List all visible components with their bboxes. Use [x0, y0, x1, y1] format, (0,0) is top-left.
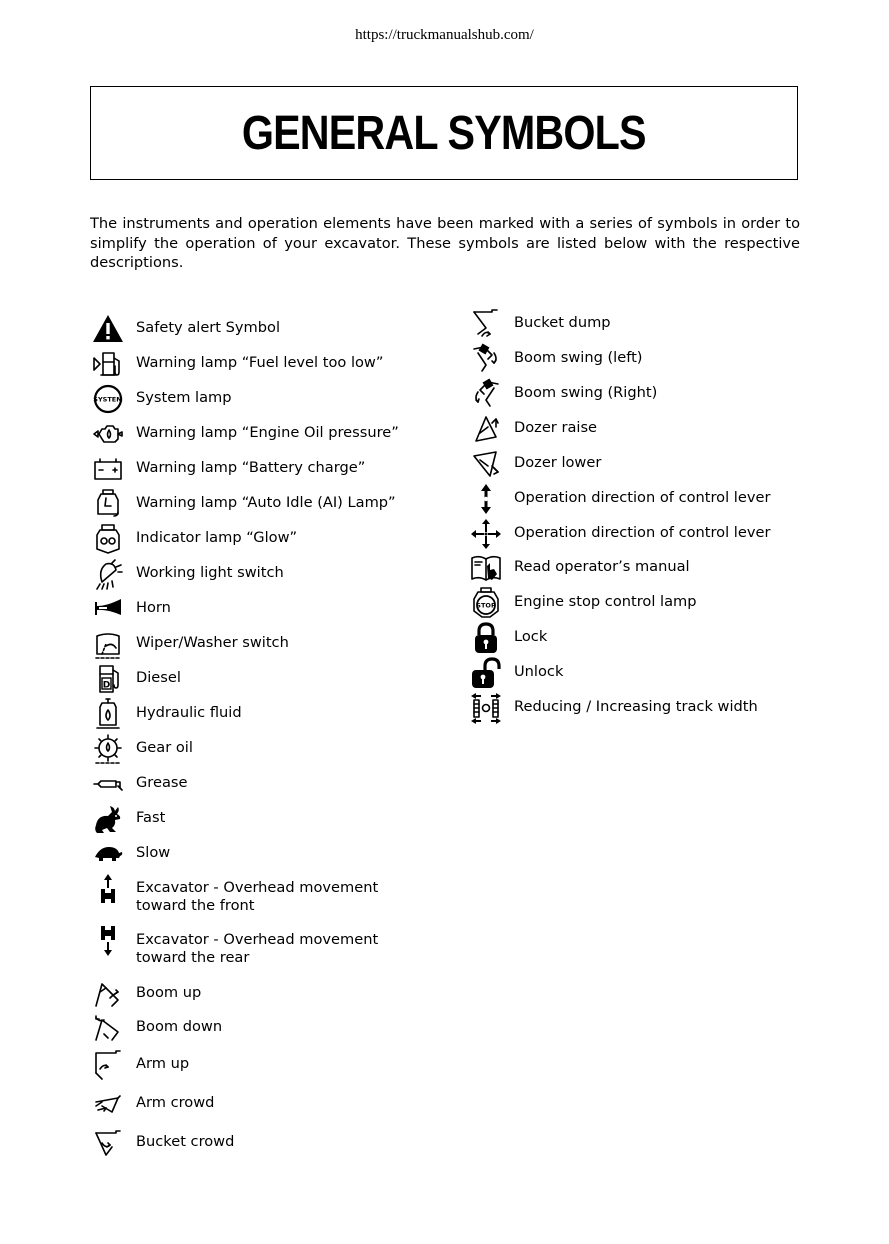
- symbol-label: Working light switch: [136, 564, 284, 581]
- symbol-item: [468, 551, 834, 585]
- symbol-label: Indicator lamp “Glow”: [136, 529, 298, 546]
- symbol-label: Diesel: [136, 669, 181, 686]
- symbol-label: Grease: [136, 774, 188, 791]
- arm-up-icon: [90, 1048, 126, 1082]
- boom-swing-right-icon: [468, 377, 504, 411]
- track-width-icon: [468, 691, 504, 725]
- symbol-item: [90, 312, 426, 346]
- page-title: GENERAL SYMBOLS: [242, 106, 646, 160]
- symbol-label: Dozer raise: [514, 419, 598, 436]
- symbol-item: [90, 924, 426, 967]
- symbol-item: [90, 1011, 426, 1045]
- hydraulic-fluid-icon: [90, 697, 126, 731]
- bucket-dump-icon: [468, 307, 504, 341]
- symbol-item: [468, 342, 834, 376]
- battery-icon: [90, 452, 126, 486]
- symbol-label: Warning lamp “Auto Idle (AI) Lamp”: [136, 494, 396, 511]
- symbol-label: Horn: [136, 599, 171, 616]
- symbol-item: [468, 412, 834, 446]
- symbol-item: [90, 417, 426, 451]
- symbol-label: Lock: [514, 628, 548, 645]
- symbol-label: System lamp: [136, 389, 232, 406]
- symbol-item: [468, 377, 834, 411]
- symbol-item: [90, 487, 426, 521]
- symbol-item: [90, 1087, 426, 1121]
- four-way-arrow-icon: [468, 517, 504, 551]
- page-url: https://truckmanualshub.com/: [355, 27, 534, 43]
- symbol-label: Engine stop control lamp: [514, 593, 697, 610]
- symbol-label: Operation direction of control lever: [514, 524, 771, 541]
- symbol-item: [468, 307, 834, 341]
- horn-icon: [90, 592, 126, 626]
- symbol-label: Wiper/Washer switch: [136, 634, 289, 651]
- symbol-label: Excavator - Overhead movement toward the front: [136, 879, 379, 914]
- turtle-icon: [90, 837, 126, 871]
- dozer-raise-icon: [468, 412, 504, 446]
- symbol-label: Excavator - Overhead movement toward the rear: [136, 931, 379, 966]
- symbol-label: Warning lamp “Fuel level too low”: [136, 354, 384, 371]
- lock-icon: [468, 621, 504, 655]
- symbol-item: [468, 517, 834, 551]
- two-way-arrow-icon: [468, 482, 504, 516]
- symbol-label: Read operator’s manual: [514, 558, 690, 575]
- symbol-item: [90, 662, 426, 696]
- symbol-label: Slow: [136, 844, 171, 861]
- gear-oil-icon: [90, 732, 126, 766]
- boom-up-icon: [90, 977, 126, 1011]
- symbol-label: Operation direction of control lever: [514, 489, 771, 506]
- symbol-item: [90, 382, 426, 416]
- intro-paragraph: The instruments and operation elements have been marked with a series of symbols in order to simplify the operation of your excavator. These symbols are listed below with the respective descriptions.: [90, 215, 800, 271]
- unlock-icon: [468, 656, 504, 690]
- symbol-label: Safety alert Symbol: [136, 319, 281, 336]
- fuel-warning-icon: [90, 347, 126, 381]
- symbol-item: [90, 732, 426, 766]
- glow-icon: [90, 522, 126, 556]
- arm-crowd-icon: [90, 1087, 126, 1121]
- symbol-label: Arm up: [136, 1055, 190, 1072]
- symbol-label: Boom up: [136, 984, 202, 1001]
- oil-pressure-icon: [90, 417, 126, 451]
- symbol-item: [90, 522, 426, 556]
- wiper-icon: [90, 627, 126, 661]
- grease-icon: [90, 767, 126, 801]
- symbol-item: [468, 621, 834, 655]
- symbol-label: Warning lamp “Engine Oil pressure”: [136, 424, 399, 441]
- symbol-item: [90, 592, 426, 626]
- symbol-label: Hydraulic fluid: [136, 704, 242, 721]
- symbol-item: [90, 627, 426, 661]
- safety-alert-icon: [90, 312, 126, 346]
- svg-text:D: D: [102, 680, 111, 691]
- symbol-item: [90, 557, 426, 591]
- symbol-item: [90, 452, 426, 486]
- symbol-label: Boom swing (Right): [514, 384, 658, 401]
- symbol-item: [90, 802, 426, 836]
- symbol-item: [468, 656, 834, 690]
- symbol-item: [468, 586, 834, 620]
- symbol-item: [90, 872, 426, 915]
- travel-front-icon: [90, 872, 126, 906]
- symbol-label: Boom down: [136, 1018, 223, 1035]
- rabbit-icon: [90, 802, 126, 836]
- symbol-label: Boom swing (left): [514, 349, 643, 366]
- symbol-label: Bucket dump: [514, 314, 611, 331]
- svg-text:STOP: STOP: [476, 601, 496, 610]
- manual-book-icon: [468, 551, 504, 585]
- symbol-label: Gear oil: [136, 739, 193, 756]
- system-lamp-icon: [90, 382, 126, 416]
- symbol-label: Arm crowd: [136, 1094, 215, 1111]
- boom-down-icon: [90, 1011, 126, 1045]
- symbol-item: [90, 837, 426, 871]
- symbol-item: [90, 697, 426, 731]
- dozer-lower-icon: [468, 447, 504, 481]
- symbol-label: Reducing / Increasing track width: [514, 698, 758, 715]
- symbol-label: Unlock: [514, 663, 564, 680]
- engine-stop-icon: [468, 586, 504, 620]
- symbol-label: Fast: [136, 809, 166, 826]
- diesel-icon: [90, 662, 126, 696]
- boom-swing-left-icon: [468, 342, 504, 376]
- svg-text:SYSTEM: SYSTEM: [93, 395, 123, 404]
- symbol-item: [90, 347, 426, 381]
- symbol-label: Warning lamp “Battery charge”: [136, 459, 366, 476]
- symbol-item: [90, 767, 426, 801]
- symbol-label: Dozer lower: [514, 454, 602, 471]
- symbol-item: [468, 691, 834, 725]
- travel-rear-icon: [90, 924, 126, 958]
- working-light-icon: [90, 557, 126, 591]
- symbol-item: [468, 447, 834, 481]
- bucket-crowd-icon: [90, 1126, 126, 1160]
- symbol-item: [90, 1048, 426, 1082]
- auto-idle-icon: [90, 487, 126, 521]
- symbol-item: [468, 482, 834, 516]
- symbol-item: [90, 977, 426, 1011]
- title-box: [90, 86, 798, 180]
- symbol-item: [90, 1126, 426, 1160]
- symbol-label: Bucket crowd: [136, 1133, 235, 1150]
